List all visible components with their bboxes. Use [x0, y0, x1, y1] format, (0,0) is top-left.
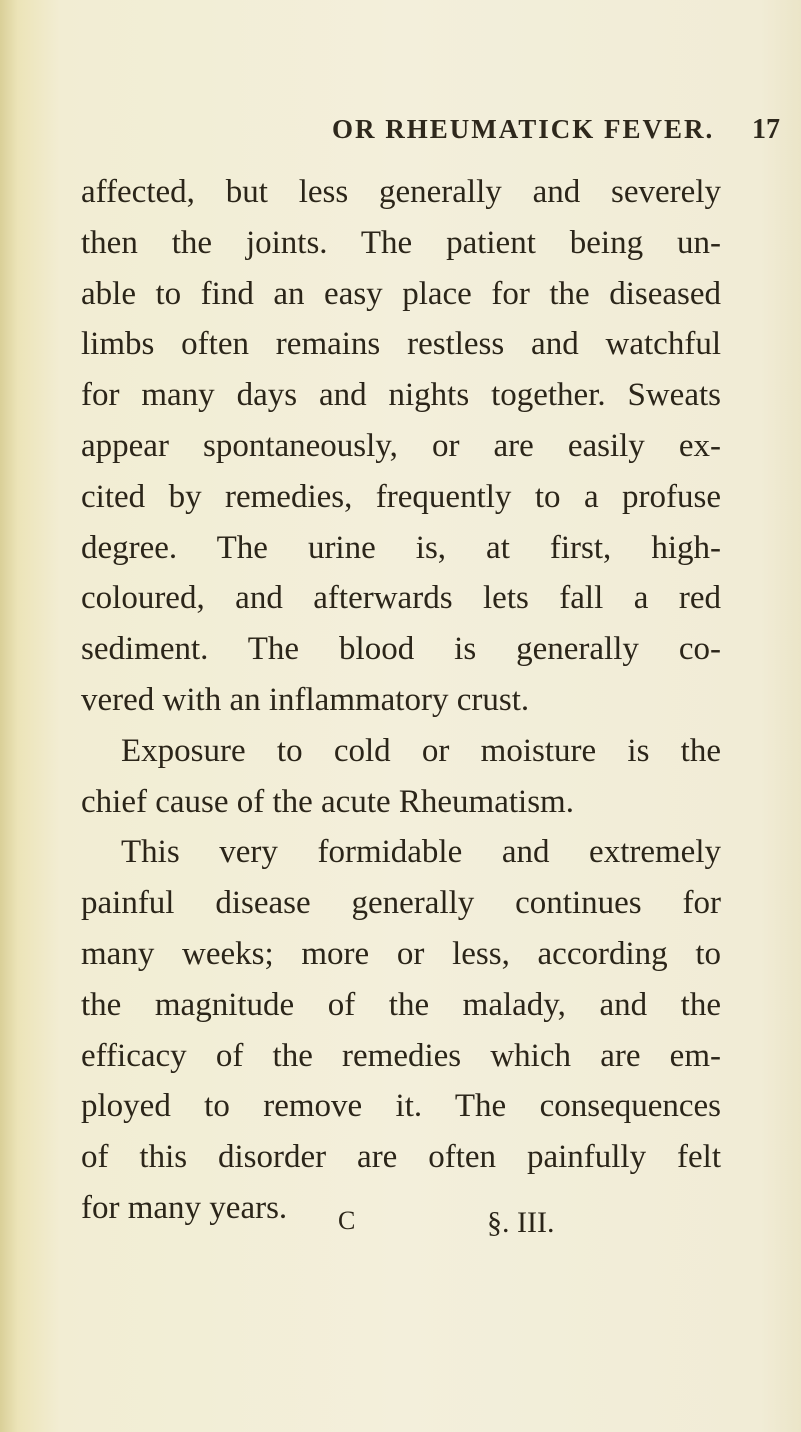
running-title: OR RHEUMATICK FEVER. — [332, 114, 715, 144]
text-line: limbs often remains restless and watchful — [81, 326, 721, 363]
text-line: affected, but less generally and severely — [81, 174, 721, 210]
text-line: ployed to remove it. The consequences — [81, 1088, 721, 1125]
text-line: coloured, and afterwards lets fall a red — [81, 580, 721, 617]
text-line: efficacy of the remedies which are em- — [81, 1037, 721, 1074]
text-line: for many days and nights together. Sweats — [81, 377, 721, 414]
text-line: many weeks; more or less, according to — [81, 935, 721, 972]
text-line: the magnitude of the malady, and the — [81, 986, 721, 1023]
running-head — [0, 114, 801, 154]
text-line: cited by remedies, frequently to a profuse — [81, 478, 721, 515]
catchword: §. III. — [487, 1206, 555, 1239]
text-line: chief cause of the acute Rheumatism. — [81, 783, 574, 820]
text-line: for many years. — [81, 1189, 288, 1226]
text-line: vered with an inflammatory crust. — [81, 681, 530, 718]
library-stamp — [8, 600, 38, 800]
text-line: able to find an easy place for the diseased — [81, 275, 721, 312]
signature-mark: C — [338, 1206, 356, 1235]
text-line: of this disorder are often painfully felt — [81, 1139, 721, 1176]
text-line: then the joints. The patient being un- — [81, 224, 721, 261]
text-line: appear spontaneously, or are easily ex- — [81, 427, 721, 464]
body-text — [81, 167, 721, 1234]
text-line: sediment. The blood is generally co- — [81, 631, 721, 668]
text-line: painful disease generally continues for — [81, 885, 721, 922]
page-number: 17 — [752, 114, 780, 145]
paragraph-start-line: Exposure to cold or moisture is the — [121, 732, 721, 769]
page-footer — [0, 1206, 801, 1246]
paragraph-start-line: This very formidable and extremely — [121, 834, 721, 871]
text-line: degree. The urine is, at first, high- — [81, 529, 721, 566]
